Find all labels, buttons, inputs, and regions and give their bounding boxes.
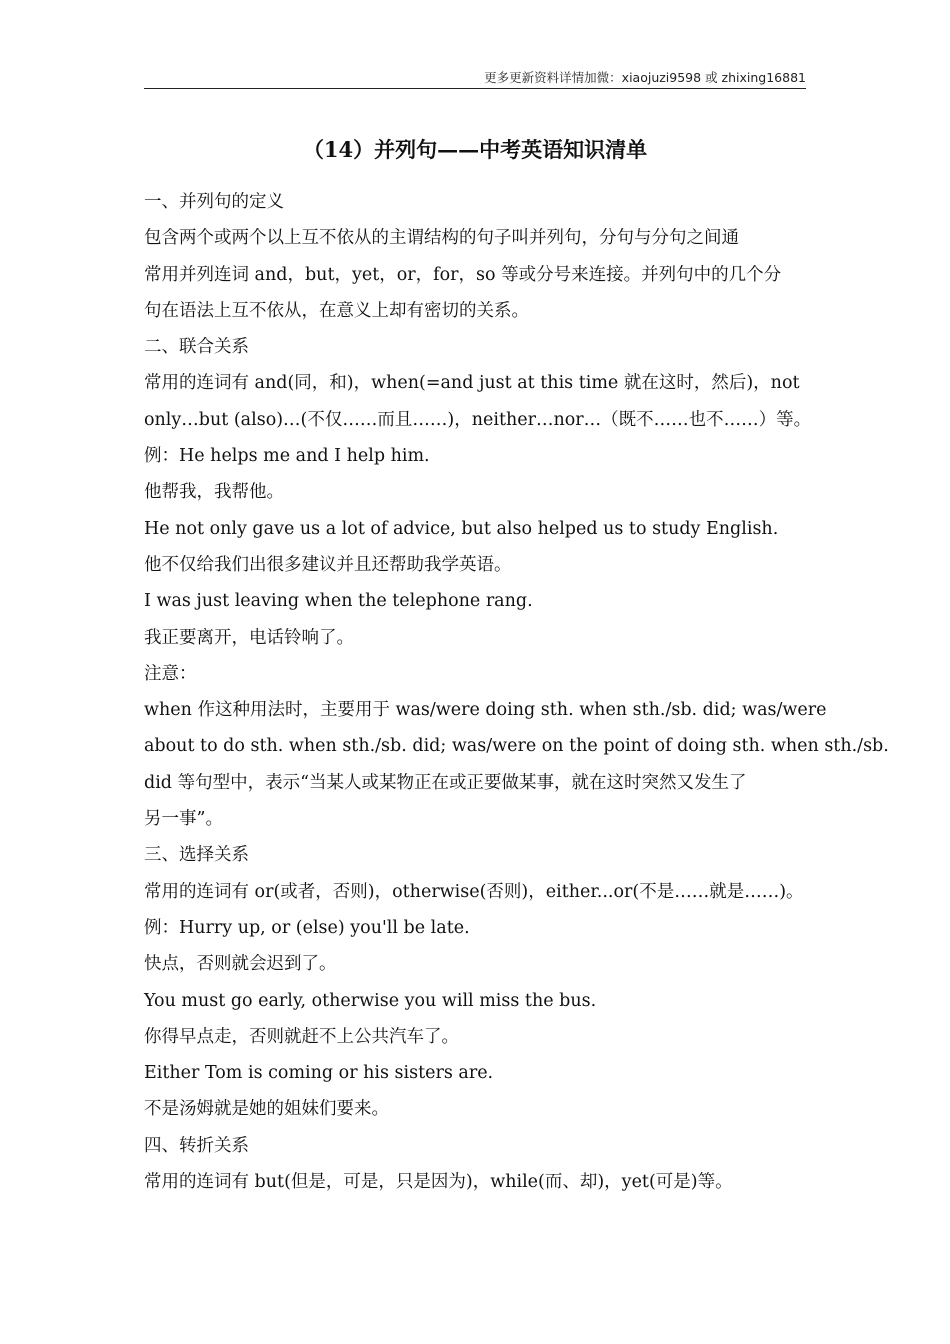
section-heading-adversative: 四、转折关系 — [144, 1135, 249, 1156]
example-line: 例：Hurry up, or (else) you'll be late. — [144, 917, 470, 938]
body-text-line: 常用的连词有 but(但是，可是，只是因为)，while(而、却)，yet(可是)等。 — [144, 1172, 733, 1193]
body-text-line: only…but (also)…(不仅……而且……)，neither…nor…（既不……也不……）等。 — [144, 409, 812, 430]
example-line: He not only gave us a lot of advice, but also helped us to study English. — [144, 518, 779, 539]
example-line: I was just leaving when the telephone rang. — [144, 591, 533, 612]
page-header — [144, 68, 806, 89]
body-text-line: 包含两个或两个以上互不依从的主谓结构的句子叫并列句，分句与分句之间通 — [144, 228, 739, 249]
translation-line: 你得早点走，否则就赶不上公共汽车了。 — [144, 1026, 459, 1047]
page-title: （14）并列句——中考英语知识清单 — [302, 137, 648, 162]
section-heading-coordinate: 二、联合关系 — [144, 337, 249, 358]
example-line: Either Tom is coming or his sisters are. — [144, 1063, 494, 1084]
translation-line: 我正要离开，电话铃响了。 — [144, 627, 354, 648]
document-body — [144, 184, 889, 1200]
section-heading-alternative: 三、选择关系 — [144, 845, 249, 866]
body-text-line: when 作这种用法时，主要用于 was/were doing sth. when sth./sb. did; was/were — [144, 700, 827, 721]
body-text-line: 句在语法上互不依从，在意义上却有密切的关系。 — [144, 300, 529, 321]
example-line: 例：He helps me and I help him. — [144, 446, 430, 467]
body-text-line: 常用的连词有 or(或者，否则)，otherwise(否则)，either...or(不是……就是……)。 — [144, 881, 804, 902]
header-text: 更多更新资料详情加微：xiaojuzi9598 或 zhixing16881 — [484, 70, 806, 85]
example-line: You must go early, otherwise you will miss the bus. — [144, 990, 597, 1011]
body-text-line: did 等句型中，表示“当某人或某物正在或正要做某事，就在这时突然又发生了 — [144, 772, 747, 793]
body-text-line: about to do sth. when sth./sb. did; was/were on the point of doing sth. when sth./sb. — [144, 736, 889, 757]
body-text-line: 常用并列连词 and，but，yet，or，for，so 等或分号来连接。并列句中的几个分 — [144, 264, 782, 285]
translation-line: 他帮我，我帮他。 — [144, 482, 284, 503]
translation-line: 快点，否则就会迟到了。 — [144, 954, 337, 975]
translation-line: 不是汤姆就是她的姐妹们要来。 — [144, 1099, 389, 1120]
translation-line: 他不仅给我们出很多建议并且还帮助我学英语。 — [144, 554, 512, 575]
section-heading-definition: 一、并列句的定义 — [144, 192, 284, 212]
body-text-line: 常用的连词有 and(同，和)，when(=and just at this time 就在这时，然后)，not — [144, 373, 800, 394]
note-label: 注意： — [144, 663, 197, 684]
body-text-line: 另一事”。 — [144, 809, 223, 830]
